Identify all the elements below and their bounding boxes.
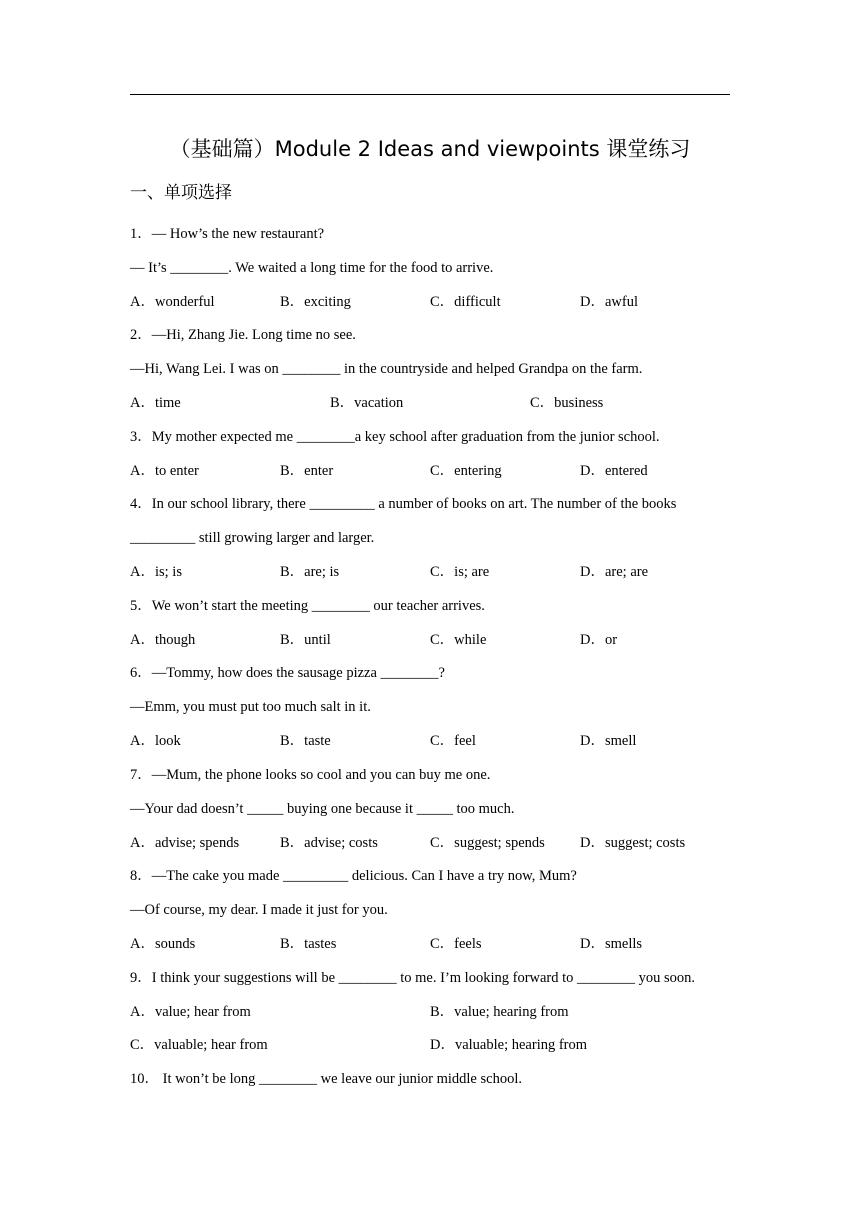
question-1-stem: 1．— How’s the new restaurant? — [130, 226, 325, 242]
question-2-option-a: A．time — [130, 395, 181, 411]
question-1-response: — It’s ________. We waited a long time for the food to arrive. — [130, 260, 494, 276]
question-8-stem: 8．—The cake you made _________ delicious. Can I have a try now, Mum? — [130, 868, 577, 884]
question-1-option-b: B．exciting — [280, 294, 351, 310]
question-2-option-c: C．business — [530, 395, 604, 411]
question-4-option-c: C．is; are — [430, 564, 490, 580]
question-7-option-b: B．advise; costs — [280, 835, 378, 851]
question-4-option-b: B．are; is — [280, 564, 340, 580]
question-7-option-a: A．advise; spends — [130, 835, 240, 851]
question-6-option-c: C．feel — [430, 733, 476, 749]
question-4-option-d: D．are; are — [580, 564, 649, 580]
question-3-option-b: B．enter — [280, 463, 334, 479]
question-4-stem: 4．In our school library, there _________ a number of books on art. The number of the books — [130, 496, 677, 512]
question-5-option-d: D．or — [580, 632, 618, 648]
question-3-option-d: D．entered — [580, 463, 648, 479]
question-7-option-c: C．suggest; spends — [430, 835, 545, 851]
question-4-option-a: A．is; is — [130, 564, 182, 580]
question-9-option-c: C．valuable; hear from — [130, 1037, 268, 1053]
question-7-response: —Your dad doesn’t _____ buying one because it _____ too much. — [130, 801, 515, 817]
question-7-option-d: D．suggest; costs — [580, 835, 686, 851]
question-8-response: —Of course, my dear. I made it just for you. — [130, 902, 388, 918]
header-rule — [130, 94, 730, 95]
page-title: （基础篇）Module 2 Ideas and viewpoints 课堂练习 — [169, 137, 691, 161]
question-8-option-d: D．smells — [580, 936, 643, 952]
question-2-option-b: B．vacation — [330, 395, 404, 411]
question-3-option-a: A．to enter — [130, 463, 199, 479]
question-3-option-c: C．entering — [430, 463, 502, 479]
question-1-option-a: A．wonderful — [130, 294, 215, 310]
question-6-stem: 6．—Tommy, how does the sausage pizza ________? — [130, 665, 445, 681]
question-5-option-c: C．while — [430, 632, 487, 648]
question-9-stem: 9．I think your suggestions will be ________ to me. I’m looking forward to ________ you soon. — [130, 970, 696, 986]
question-4-stem-continued: _________ still growing larger and larger. — [130, 530, 375, 546]
question-10-stem: 10． It won’t be long ________ we leave our junior middle school. — [130, 1071, 522, 1087]
question-7-stem: 7．—Mum, the phone looks so cool and you can buy me one. — [130, 767, 491, 783]
question-5-option-a: A．though — [130, 632, 196, 648]
question-2-response: —Hi, Wang Lei. I was on ________ in the countryside and helped Grandpa on the farm. — [130, 361, 643, 377]
question-6-option-b: B．taste — [280, 733, 331, 749]
question-3-stem: 3．My mother expected me ________a key school after graduation from the junior school. — [130, 429, 660, 445]
question-1-option-c: C．difficult — [430, 294, 501, 310]
question-5-option-b: B．until — [280, 632, 331, 648]
question-1-option-d: D．awful — [580, 294, 638, 310]
question-9-option-b: B．value; hearing from — [430, 1004, 569, 1020]
question-2-stem: 2．—Hi, Zhang Jie. Long time no see. — [130, 327, 356, 343]
section-heading: 一、单项选择 — [130, 183, 232, 203]
question-6-option-a: A．look — [130, 733, 181, 749]
question-9-option-a: A．value; hear from — [130, 1004, 251, 1020]
question-8-option-a: A．sounds — [130, 936, 196, 952]
question-6-response: —Emm, you must put too much salt in it. — [130, 699, 371, 715]
question-8-option-c: C．feels — [430, 936, 482, 952]
question-6-option-d: D．smell — [580, 733, 637, 749]
question-9-option-d: D．valuable; hearing from — [430, 1037, 588, 1053]
question-8-option-b: B．tastes — [280, 936, 337, 952]
question-5-stem: 5．We won’t start the meeting ________ our teacher arrives. — [130, 598, 485, 614]
